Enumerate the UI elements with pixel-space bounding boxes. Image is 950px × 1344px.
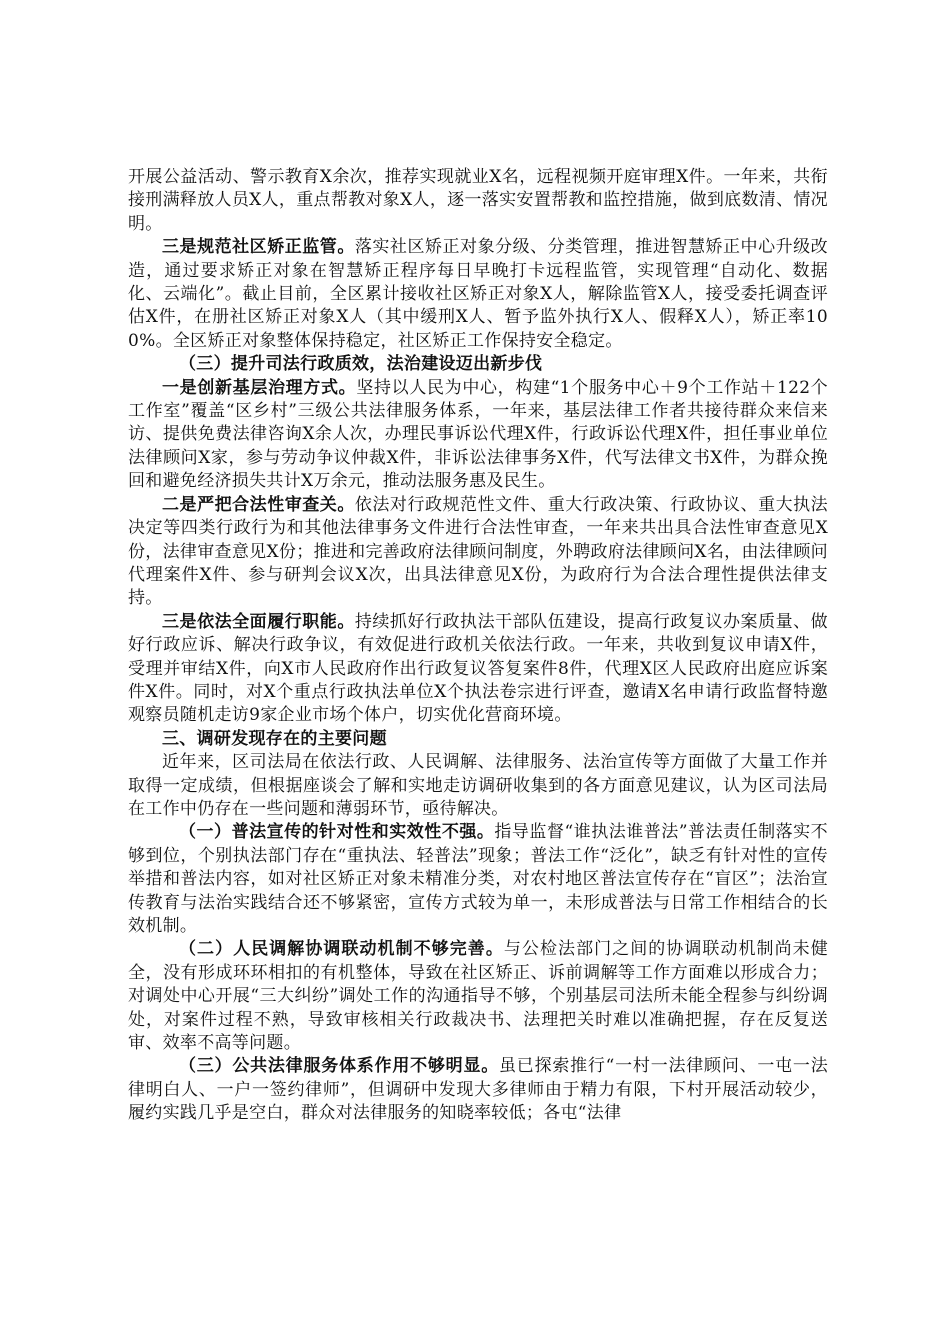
paragraph-text: 指导监督“谁执法谁普法”普法责任制落实不够到位，个别执法部门存在“重执法、轻普法”现象；普法工作“泛化”，缺乏有针对性的宣传举措和普法内容，如对社区矫正对象未精准分类，对农村地区普法宣传存在“盲区”；法治宣传教育与法治实践结合还不够紧密，宣传方式较为单一，未形成普法与日常工作相结合的长效机制。 (128, 822, 828, 936)
paragraph-legal-service-issue (128, 1055, 828, 1125)
paragraph-text: 开展公益活动、警示教育X余次，推荐实现就业X名，远程视频开庭审理X件。一年来，共衔接刑满释放人员X人，重点帮教对象X人，逐一落实安置帮教和监控措施，做到底数清、情况明。 (128, 167, 828, 234)
paragraph-lead: 二是严把合法性审查关。 (162, 494, 355, 515)
paragraph-legality-review (128, 494, 828, 611)
paragraph-text: 持续抓好行政执法干部队伍建设，提高行政复议办案质量、做好行政应诉、解决行政争议，有效促进行政机关依法行政。一年来，共收到复议申请X件，受理并审结X件，向X市人民政府作出行政复议答复案件8件，代理X区人民政府出庭应诉案件X件。同时，对X个重点行政执法单位X个执法卷宗进行评查，邀请X名申请行政监督特邀观察员随机走访9家企业市场个体户，切实优化营商环境。 (128, 611, 828, 726)
paragraph-lead: （一）普法宣传的针对性和实效性不强。 (179, 822, 495, 843)
paragraph-lead: 一是创新基层治理方式。 (162, 377, 357, 398)
paragraph-lead: 三是依法全面履行职能。 (162, 611, 355, 632)
paragraph-text: 与公检法部门之间的协调联动机制尚未健全，没有形成环环相扣的有机整体，导致在社区矫正、诉前调解等工作方面难以形成合力；对调处中心开展“三大纠纷”调处工作的沟通指导不够，个别基层司法所未能全程参与纠纷调处，对案件过程不熟，导致审核相关行政裁决书、法理把关时难以准确把握，存在反复送审、效率不高等问题。 (128, 939, 828, 1054)
paragraph-lawful-duties (128, 611, 828, 728)
paragraph-lead: 三是规范社区矫正监管。 (162, 237, 355, 258)
paragraph-community-correction (128, 236, 828, 353)
paragraph-grassroots-governance (128, 377, 828, 494)
paragraph-reintegration-summary (128, 166, 828, 236)
paragraph-problems-intro (128, 751, 828, 821)
paragraph-lead: （二）人民调解协调联动机制不够完善。 (179, 939, 504, 960)
paragraph-lead: （三）公共法律服务体系作用不够明显。 (179, 1056, 500, 1077)
paragraph-text: 虽已探索推行“一村一法律顾问、一屯一法律明白人、一户一签约律师”，但调研中发现大多律师由于精力有限，下村开展活动较少，履约实践几乎是空白，群众对法律服务的知晓率较低；各屯“法律 (128, 1056, 829, 1124)
section-heading-judicial-admin: （三）提升司法行政质效，法治建设迈出新步伐 (179, 354, 543, 375)
paragraph-text: 近年来，区司法局在依法行政、人民调解、法律服务、法治宣传等方面做了大量工作并取得一定成绩，但根据座谈会了解和实地走访调研收集到的各方面意见建议，认为区司法局在工作中仍存在一些问题和薄弱环节，亟待解决。 (128, 752, 828, 819)
paragraph-text: 依法对行政规范性文件、重大行政决策、行政协议、重大执法决定等四类行政行为和其他法律事务文件进行合法性审查，一年来共出具合法性审查意见X份，法律审查意见X份；推进和完善政府法律顾问制度，外聘政府法律顾问X名，由法律顾问代理案件X件、参与研判会议X次，出具法律意见X份，为政府行为合法合理性提供法律支持。 (128, 494, 828, 609)
paragraph-law-publicity-issue (128, 821, 828, 938)
paragraph-mediation-issue (128, 938, 828, 1055)
paragraph-text: 坚持以人民为中心，构建“1个服务中心＋9个工作站＋122个工作室”覆盖“区乡村”三级公共法律服务体系，一年来，基层法律工作者共接待群众来信来访、提供免费法律咨询X余人次，办理民事诉讼代理X件，行政诉讼代理X件，担任事业单位法律顾问X家，参与劳动争议仲裁X件，非诉讼法律事务X件，代写法律文书X件，为群众挽回和避免经济损失共计X万余元，推动法服务惠及民生。 (128, 377, 828, 492)
section-heading-main-problems: 三、调研发现存在的主要问题 (162, 728, 387, 749)
paragraph-text: 落实社区矫正对象分级、分类管理，推进智慧矫正中心升级改造，通过要求矫正对象在智慧矫正程序每日早晚打卡远程监管，实现管理“自动化、数据化、云端化”。截止目前，全区累计接收社区矫正对象X人，解除监管X人，接受委托调查评估X件，在册社区矫正对象X人（其中缓刑X人、暂予监外执行X人、假释X人），矫正率100%。全区矫正对象整体保持稳定，社区矫正工作保持安全稳定。 (128, 237, 828, 351)
